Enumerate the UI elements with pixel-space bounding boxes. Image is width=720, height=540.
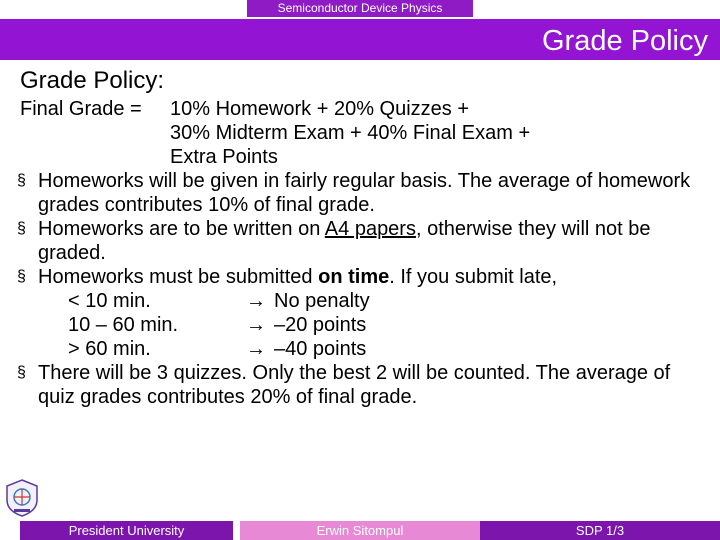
on-time-text: on time [318, 266, 390, 288]
footer-page: SDP 1/3 [480, 521, 720, 540]
footer-author: Erwin Sitompul [240, 521, 480, 540]
bullet-icon: § [17, 268, 26, 285]
formula-line: Extra Points [170, 146, 278, 168]
bullet-text: Homeworks must be submitted [38, 266, 319, 288]
bullet-icon: § [17, 364, 26, 381]
bullet-homework-paper [17, 217, 710, 265]
bullet-text: There will be 3 quizzes. Only the best 2 will be counted. The average of quiz grades contributes 20% of final grade. [38, 362, 671, 408]
penalty-row [38, 313, 710, 337]
bullet-text: Homeworks are to be written on [38, 218, 325, 240]
slide-content [17, 67, 710, 409]
arrow-right-icon: → [246, 290, 266, 312]
bullet-text: . If you submit late, [389, 266, 558, 288]
formula-line: 30% Midterm Exam + 40% Final Exam + [170, 122, 531, 144]
bullet-icon: § [17, 220, 26, 237]
penalty-row [38, 337, 710, 361]
arrow-right-icon: → [246, 314, 266, 336]
bullet-text: , otherwise they will not be graded. [38, 218, 651, 264]
penalty-result: No penalty [274, 290, 370, 312]
formula-line: 10% Homework + 20% Quizzes + [170, 98, 470, 120]
bullet-quizzes [17, 361, 710, 409]
bullet-homework-frequency [17, 169, 710, 217]
penalty-condition: > 60 min. [68, 338, 151, 360]
grade-formula [20, 97, 710, 169]
penalty-condition: < 10 min. [68, 290, 151, 312]
bullet-text: Homeworks will be given in fairly regular basis. The average of homework grades contributes 10% of final grade. [38, 170, 691, 216]
university-logo-icon [4, 478, 40, 518]
course-header: Semiconductor Device Physics [247, 0, 473, 17]
bullet-homework-deadline [17, 265, 710, 361]
bullet-icon: § [17, 172, 26, 189]
footer-university: President University [20, 521, 233, 540]
penalty-condition: 10 – 60 min. [68, 314, 179, 336]
penalty-result: –40 points [274, 338, 367, 360]
content-heading: Grade Policy: [20, 67, 165, 94]
penalty-result: –20 points [274, 314, 367, 336]
slide-title: Grade Policy [541, 25, 708, 57]
formula-rhs [170, 97, 710, 169]
arrow-right-icon: → [246, 338, 266, 360]
penalty-row [38, 289, 710, 313]
formula-lhs: Final Grade = [20, 98, 142, 120]
a4-papers-text: A4 papers [324, 218, 416, 240]
